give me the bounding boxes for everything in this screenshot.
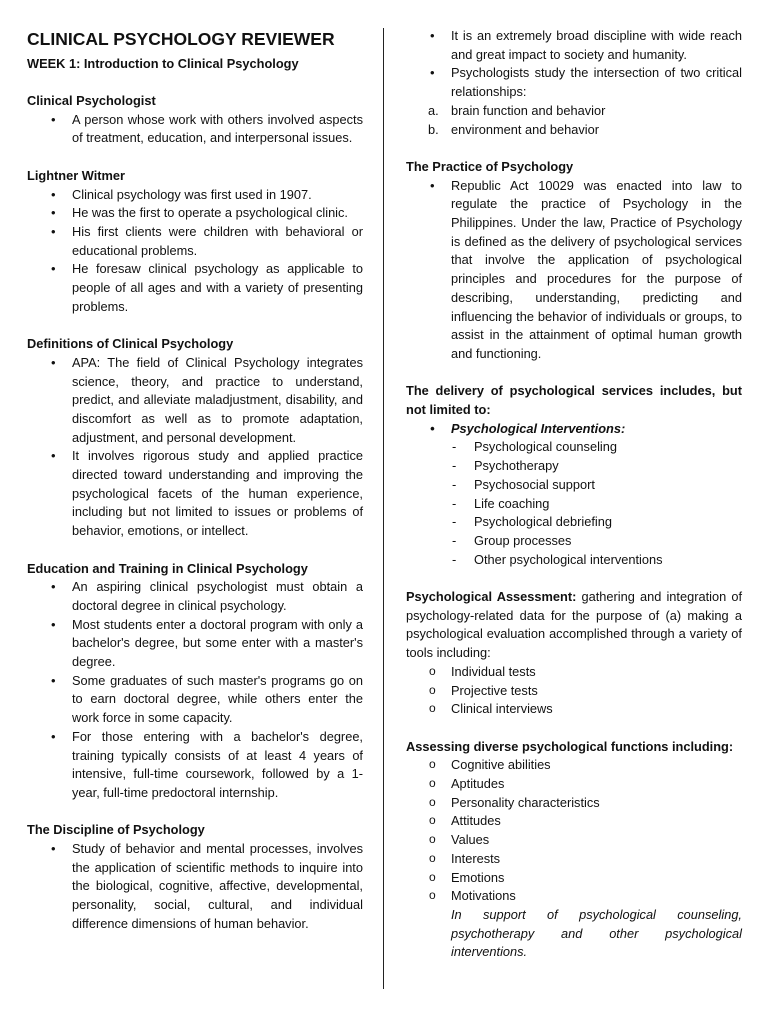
section-heading: Assessing diverse psychological functions including: — [406, 738, 734, 754]
function-item: o Personality characteristics — [406, 794, 742, 813]
list-item: • He was the first to operate a psychological clinic. — [27, 204, 363, 223]
function-item: o Aptitudes — [406, 775, 742, 794]
functions-note: In support of psychological counseling, psychotherapy and other psychological interventions. — [451, 906, 742, 960]
intervention-item: - Psychosocial support — [406, 476, 742, 495]
section-delivery — [406, 382, 742, 569]
section-practice — [406, 158, 742, 364]
section-heading: Education and Training in Clinical Psychology — [27, 560, 308, 576]
tool-item: o Clinical interviews — [406, 700, 742, 719]
column-divider — [383, 28, 384, 989]
section-lightner-witmer — [27, 167, 363, 317]
section-heading: The Discipline of Psychology — [27, 822, 205, 838]
sub-list-item: a. brain function and behavior — [406, 102, 742, 121]
section-heading: Lightner Witmer — [27, 167, 125, 183]
intervention-item: - Psychotherapy — [406, 457, 742, 476]
function-item: o Emotions — [406, 869, 742, 888]
intervention-item: - Psychological debriefing — [406, 513, 742, 532]
list-item: • Study of behavior and mental processes, involves the application of scientific methods to inquire into the biological, cognitive, affective, developmental, personality, social, cultural, and individual difference dimensions of human behavior. — [27, 840, 363, 934]
section-heading: Clinical Psychologist — [27, 93, 156, 108]
intervention-item: - Other psychological interventions — [406, 551, 742, 570]
list-item: • His first clients were children with behavioral or educational problems. — [27, 223, 363, 260]
list-item: • For those entering with a bachelor's degree, training typically consists of at least 4 years of intensive, full-time coursework, followed by a 1-year, full-time predoctoral internship. — [27, 728, 363, 803]
section-functions — [406, 738, 742, 962]
list-item: • He foresaw clinical psychology as applicable to people of all ages and with a variety of presenting problems. — [27, 260, 363, 316]
section-heading: Definitions of Clinical Psychology — [27, 336, 234, 352]
right-column — [406, 26, 742, 962]
function-item: o Attitudes — [406, 812, 742, 831]
section-definitions — [27, 335, 363, 541]
list-item: • Some graduates of such master's programs go on to earn doctoral degree, while others enter the work force in some capacity. — [27, 672, 363, 728]
list-marker: a. — [428, 102, 439, 118]
list-item: • It involves rigorous study and applied practice directed toward understanding and improving the psychological facets of the human experience, including but not limited to issues or problems of behavior, emotions, or intellect. — [27, 447, 363, 541]
section-education — [27, 560, 363, 803]
intervention-item: - Life coaching — [406, 495, 742, 514]
list-item: • Psychologists study the intersection of two critical relationships: — [406, 64, 742, 101]
function-item: o Cognitive abilities — [406, 756, 742, 775]
list-item: • An aspiring clinical psychologist must obtain a doctoral degree in clinical psychology. — [27, 578, 363, 615]
section-discipline-continued — [406, 27, 742, 139]
list-marker: b. — [428, 121, 439, 137]
list-item: • Clinical psychology was first used in 1907. — [27, 186, 363, 205]
assessment-text: gathering and integration of psychology-related data for the purpose of (a) making a psychological evaluation accomplished through a variety of tools including: — [406, 589, 743, 661]
section-assessment — [406, 588, 742, 719]
list-item: • A person whose work with others involved aspects of treatment, education, and interpersonal issues. — [27, 111, 363, 148]
left-column — [27, 26, 363, 934]
tool-item: o Projective tests — [406, 682, 742, 701]
section-heading: The delivery of psychological services includes, but not limited to: — [406, 383, 742, 418]
list-item: • APA: The field of Clinical Psychology integrates science, theory, and practice to understand, predict, and alleviate maladjustment, disability, and discomfort as well as to promote adaptation, adjustment, and personal development. — [27, 354, 363, 448]
tool-item: o Individual tests — [406, 663, 742, 682]
section-clinical-psychologist — [27, 92, 363, 148]
section-discipline — [27, 821, 363, 933]
sub-list-item: b. environment and behavior — [406, 121, 742, 140]
interventions-label: • Psychological Interventions: — [406, 420, 742, 439]
assessment-paragraph — [406, 588, 742, 663]
intervention-item: - Psychological counseling — [406, 438, 742, 457]
function-item: o Motivations — [406, 887, 742, 906]
section-heading: The Practice of Psychology — [406, 158, 574, 174]
list-item: • It is an extremely broad discipline with wide reach and great impact to society and humanity. — [406, 27, 742, 64]
intervention-item: - Group processes — [406, 532, 742, 551]
list-item: • Republic Act 10029 was enacted into law to regulate the practice of Psychology in the Philippines. Under the law, Practice of Psychology is defined as the delivery of psychological services that involve the application of psychological principles and procedures for the purpose of describing, understanding, predicting and influencing the behavior of individuals or groups, to assist in the attainment of optimal human growth and functioning. — [406, 177, 742, 364]
week-heading: WEEK 1: Introduction to Clinical Psychology — [27, 56, 299, 71]
function-item: o Interests — [406, 850, 742, 869]
document-title: CLINICAL PSYCHOLOGY REVIEWER — [27, 29, 335, 49]
function-item: o Values — [406, 831, 742, 850]
list-item: • Most students enter a doctoral program with only a bachelor's degree, but some enter with a master's degree. — [27, 616, 363, 672]
assessment-label: Psychological Assessment: — [406, 589, 577, 605]
